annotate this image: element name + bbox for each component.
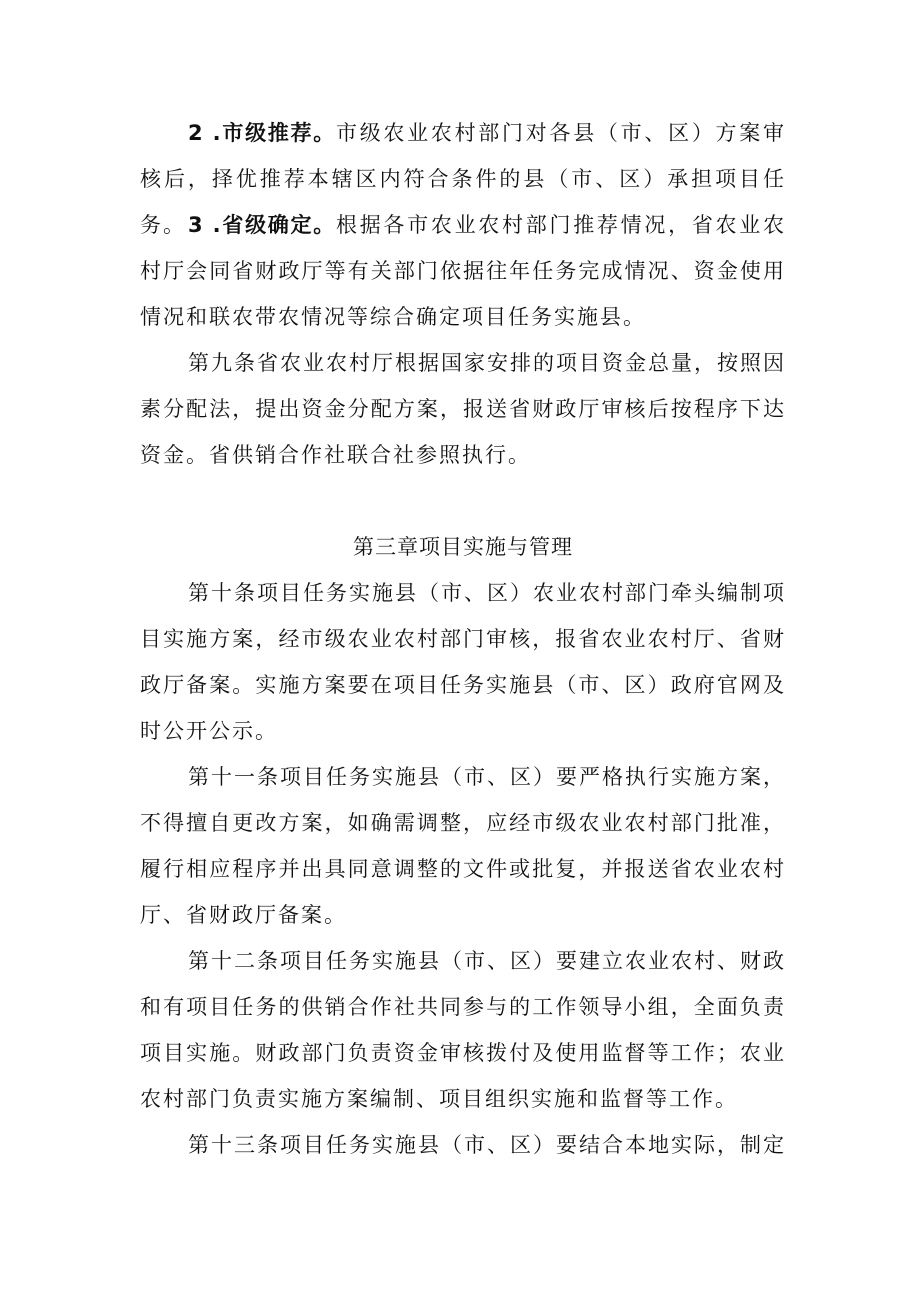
paragraph-text: 第十二条项目任务实施县（市、区）要建立农业农村、财政和有项目任务的供销合作社共同参与的工作领导小组，全面负责项目实施。财政部门负责资金审核拨付及使用监督等工作；农业农村部门负责实施方案编制、项目组织实施和监督等工作。 bbox=[140, 949, 786, 1111]
paragraph-text: 第十一条项目任务实施县（市、区）要严格执行实施方案，不得擅自更改方案，如确需调整，应经市级农业农村部门批准，履行相应程序并出具同意调整的文件或批复，并报送省农业农村厅、省财政厅备案。 bbox=[140, 765, 786, 927]
paragraph-article-9 bbox=[140, 340, 786, 478]
paragraph-text: 市级农业农村部门对各县（市、区）方案审核后，择优推荐本辖区内符合条件的县（市、区）承担项目任务。 bbox=[140, 121, 786, 237]
paragraph-article-10 bbox=[140, 570, 786, 754]
chapter-title: 第三章项目实施与管理 bbox=[353, 535, 573, 559]
paragraph-text: 根据各市农业农村部门推荐情况，省农业农村厅会同省财政厅等有关部门依据往年任务完成情况、资金使用情况和联农带农情况等综合确定项目任务实施县。 bbox=[140, 213, 786, 329]
paragraph-article-12 bbox=[140, 938, 786, 1122]
paragraph-text: 第九条省农业农村厅根据国家安排的项目资金总量，按照因素分配法，提出资金分配方案，报送省财政厅审核后按程序下达资金。省供销合作社联合社参照执行。 bbox=[140, 351, 786, 467]
paragraph-lead: 2 .市级推荐。 bbox=[188, 121, 336, 145]
paragraph-province-confirmation bbox=[140, 202, 786, 340]
paragraph-text: 第十三条项目任务实施县（市、区）要结合本地实际，制定 bbox=[188, 1133, 786, 1157]
paragraph-article-11 bbox=[140, 754, 786, 938]
paragraph-article-13 bbox=[140, 1122, 786, 1168]
paragraph-lead: 3 .省级确定。 bbox=[188, 213, 336, 237]
paragraph-text: 第十条项目任务实施县（市、区）农业农村部门牵头编制项目实施方案，经市级农业农村部门审核，报省农业农村厅、省财政厅备案。实施方案要在项目任务实施县（市、区）政府官网及时公开公示。 bbox=[140, 581, 786, 743]
